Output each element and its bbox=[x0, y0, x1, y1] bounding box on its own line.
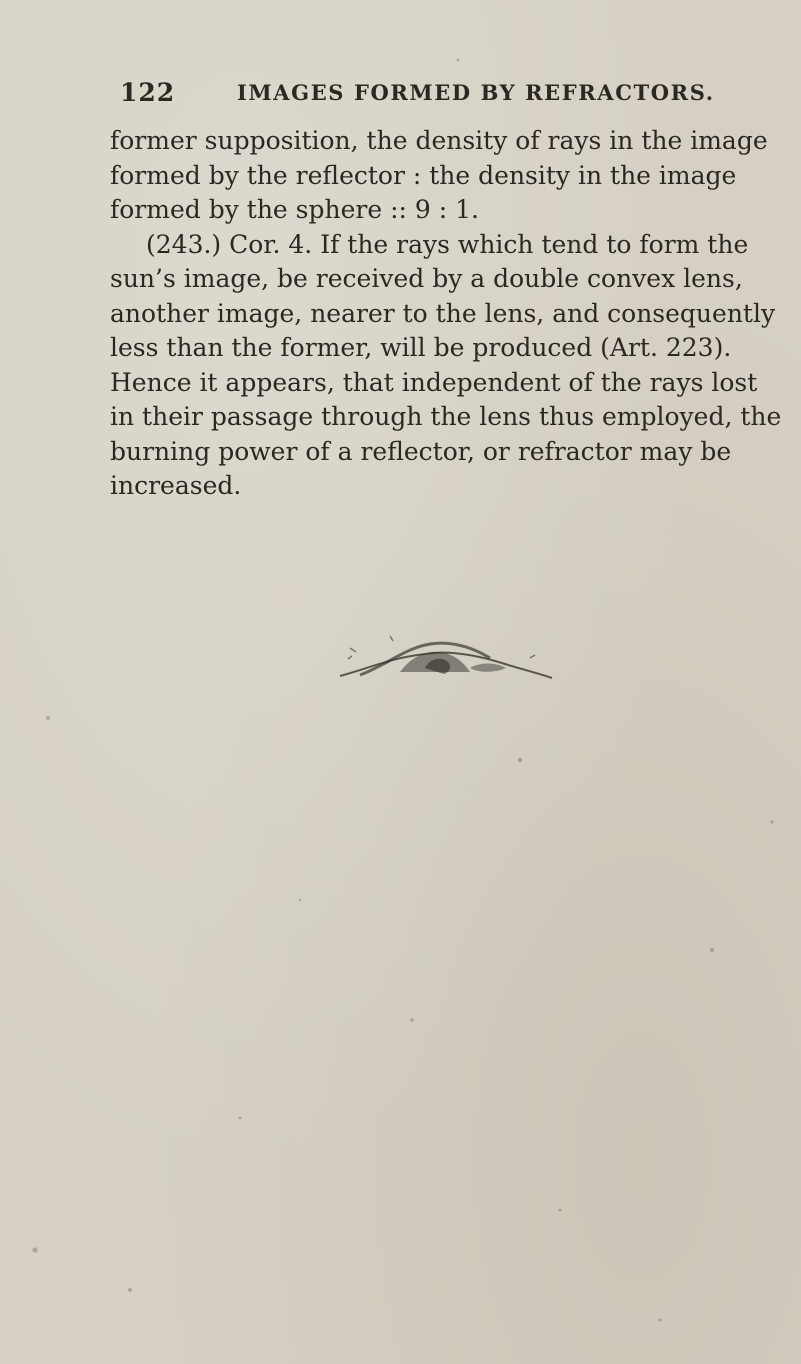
text-line: formed by the reflector : the density in the image bbox=[110, 160, 737, 190]
body-text bbox=[110, 124, 800, 504]
page-number: 122 bbox=[120, 78, 176, 107]
text-line: less than the former, will be produced (Art. 223). bbox=[110, 333, 732, 362]
text-line: increased. bbox=[110, 471, 242, 500]
text-line: formed by the sphere :: 9 : 1. bbox=[110, 195, 479, 224]
text-line: sun’s image, be received by a double convex lens, bbox=[110, 264, 743, 293]
tailpiece-ornament bbox=[330, 628, 560, 688]
text-line: former supposition, the density of rays in the image bbox=[110, 126, 768, 155]
text-line: in their passage through the lens thus employed, the bbox=[110, 402, 782, 431]
page-header bbox=[120, 78, 720, 110]
text-line: another image, nearer to the lens, and consequently bbox=[110, 298, 776, 328]
running-head: IMAGES FORMED BY REFRACTORS. bbox=[237, 80, 715, 105]
text-line: (243.) Cor. 4. If the rays which tend to form the bbox=[146, 229, 749, 259]
text-line: Hence it appears, that independent of the rays lost bbox=[110, 367, 758, 397]
text-line: burning power of a reflector, or refractor may be bbox=[110, 436, 732, 466]
